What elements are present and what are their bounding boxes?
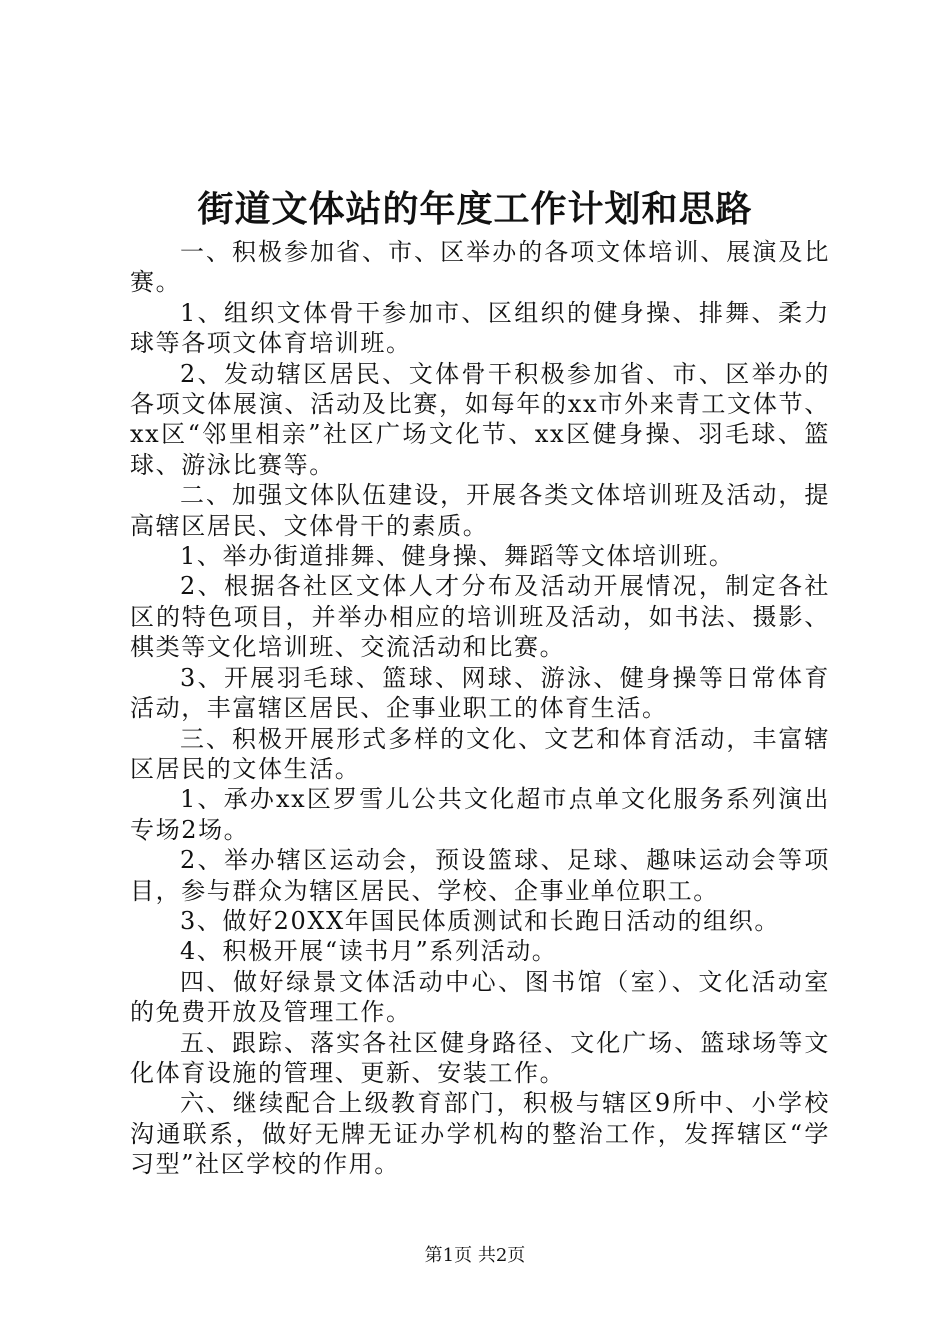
paragraph: 1、组织文体骨干参加市、区组织的健身操、排舞、柔力球等各项文体育培训班。 <box>130 298 830 358</box>
paragraph: 2、举办辖区运动会，预设篮球、足球、趣味运动会等项目，参与群众为辖区居民、学校、企事业单位职工。 <box>130 846 830 905</box>
paragraph: 4、积极开展“读书月”系列活动。 <box>180 937 558 966</box>
paragraph: 1、举办街道排舞、健身操、舞蹈等文体培训班。 <box>180 542 735 571</box>
paragraph: 2、根据各社区文体人才分布及活动开展情况，制定各社区的特色项目，并举办相应的培训班及活动，如书法、摄影、棋类等文化培训班、交流活动和比赛。 <box>130 572 830 662</box>
paragraph: 2、发动辖区居民、文体骨干积极参加省、市、区举办的各项文体展演、活动及比赛，如每年的xx市外来青工文体节、xx区“邻里相亲”社区广场文化节、xx区健身操、羽毛球、篮球、游泳比赛等。 <box>130 359 830 479</box>
section-heading-2: 二、加强文体队伍建设，开展各类文体培训班及活动，提高辖区居民、文体骨干的素质。 <box>130 481 830 540</box>
section-heading-5: 五、跟踪、落实各社区健身路径、文化广场、篮球场等文化体育设施的管理、更新、安装工作。 <box>130 1028 830 1087</box>
page-number-footer: 第1页 共2页 <box>424 1245 526 1266</box>
document-title: 街道文体站的年度工作计划和思路 <box>197 188 753 230</box>
section-heading-3: 三、积极开展形式多样的文化、文艺和体育活动，丰富辖区居民的文体生活。 <box>130 724 830 783</box>
document-body <box>130 237 830 1180</box>
section-heading-1: 一、积极参加省、市、区举办的各项文体培训、展演及比赛。 <box>130 238 830 297</box>
paragraph: 1、承办xx区罗雪儿公共文化超市点单文化服务系列演出专场2场。 <box>130 785 830 844</box>
section-heading-4: 四、做好绿景文体活动中心、图书馆（室）、文化活动室的免费开放及管理工作。 <box>130 967 830 1027</box>
paragraph: 3、做好20XX年国民体质测试和长跑日活动的组织。 <box>180 906 780 935</box>
paragraph: 3、开展羽毛球、篮球、网球、游泳、健身操等日常体育活动，丰富辖区居民、企事业职工的体育生活。 <box>130 663 830 723</box>
section-heading-6: 六、继续配合上级教育部门，积极与辖区9所中、小学校沟通联系，做好无牌无证办学机构的整治工作，发挥辖区“学习型”社区学校的作用。 <box>130 1089 830 1179</box>
